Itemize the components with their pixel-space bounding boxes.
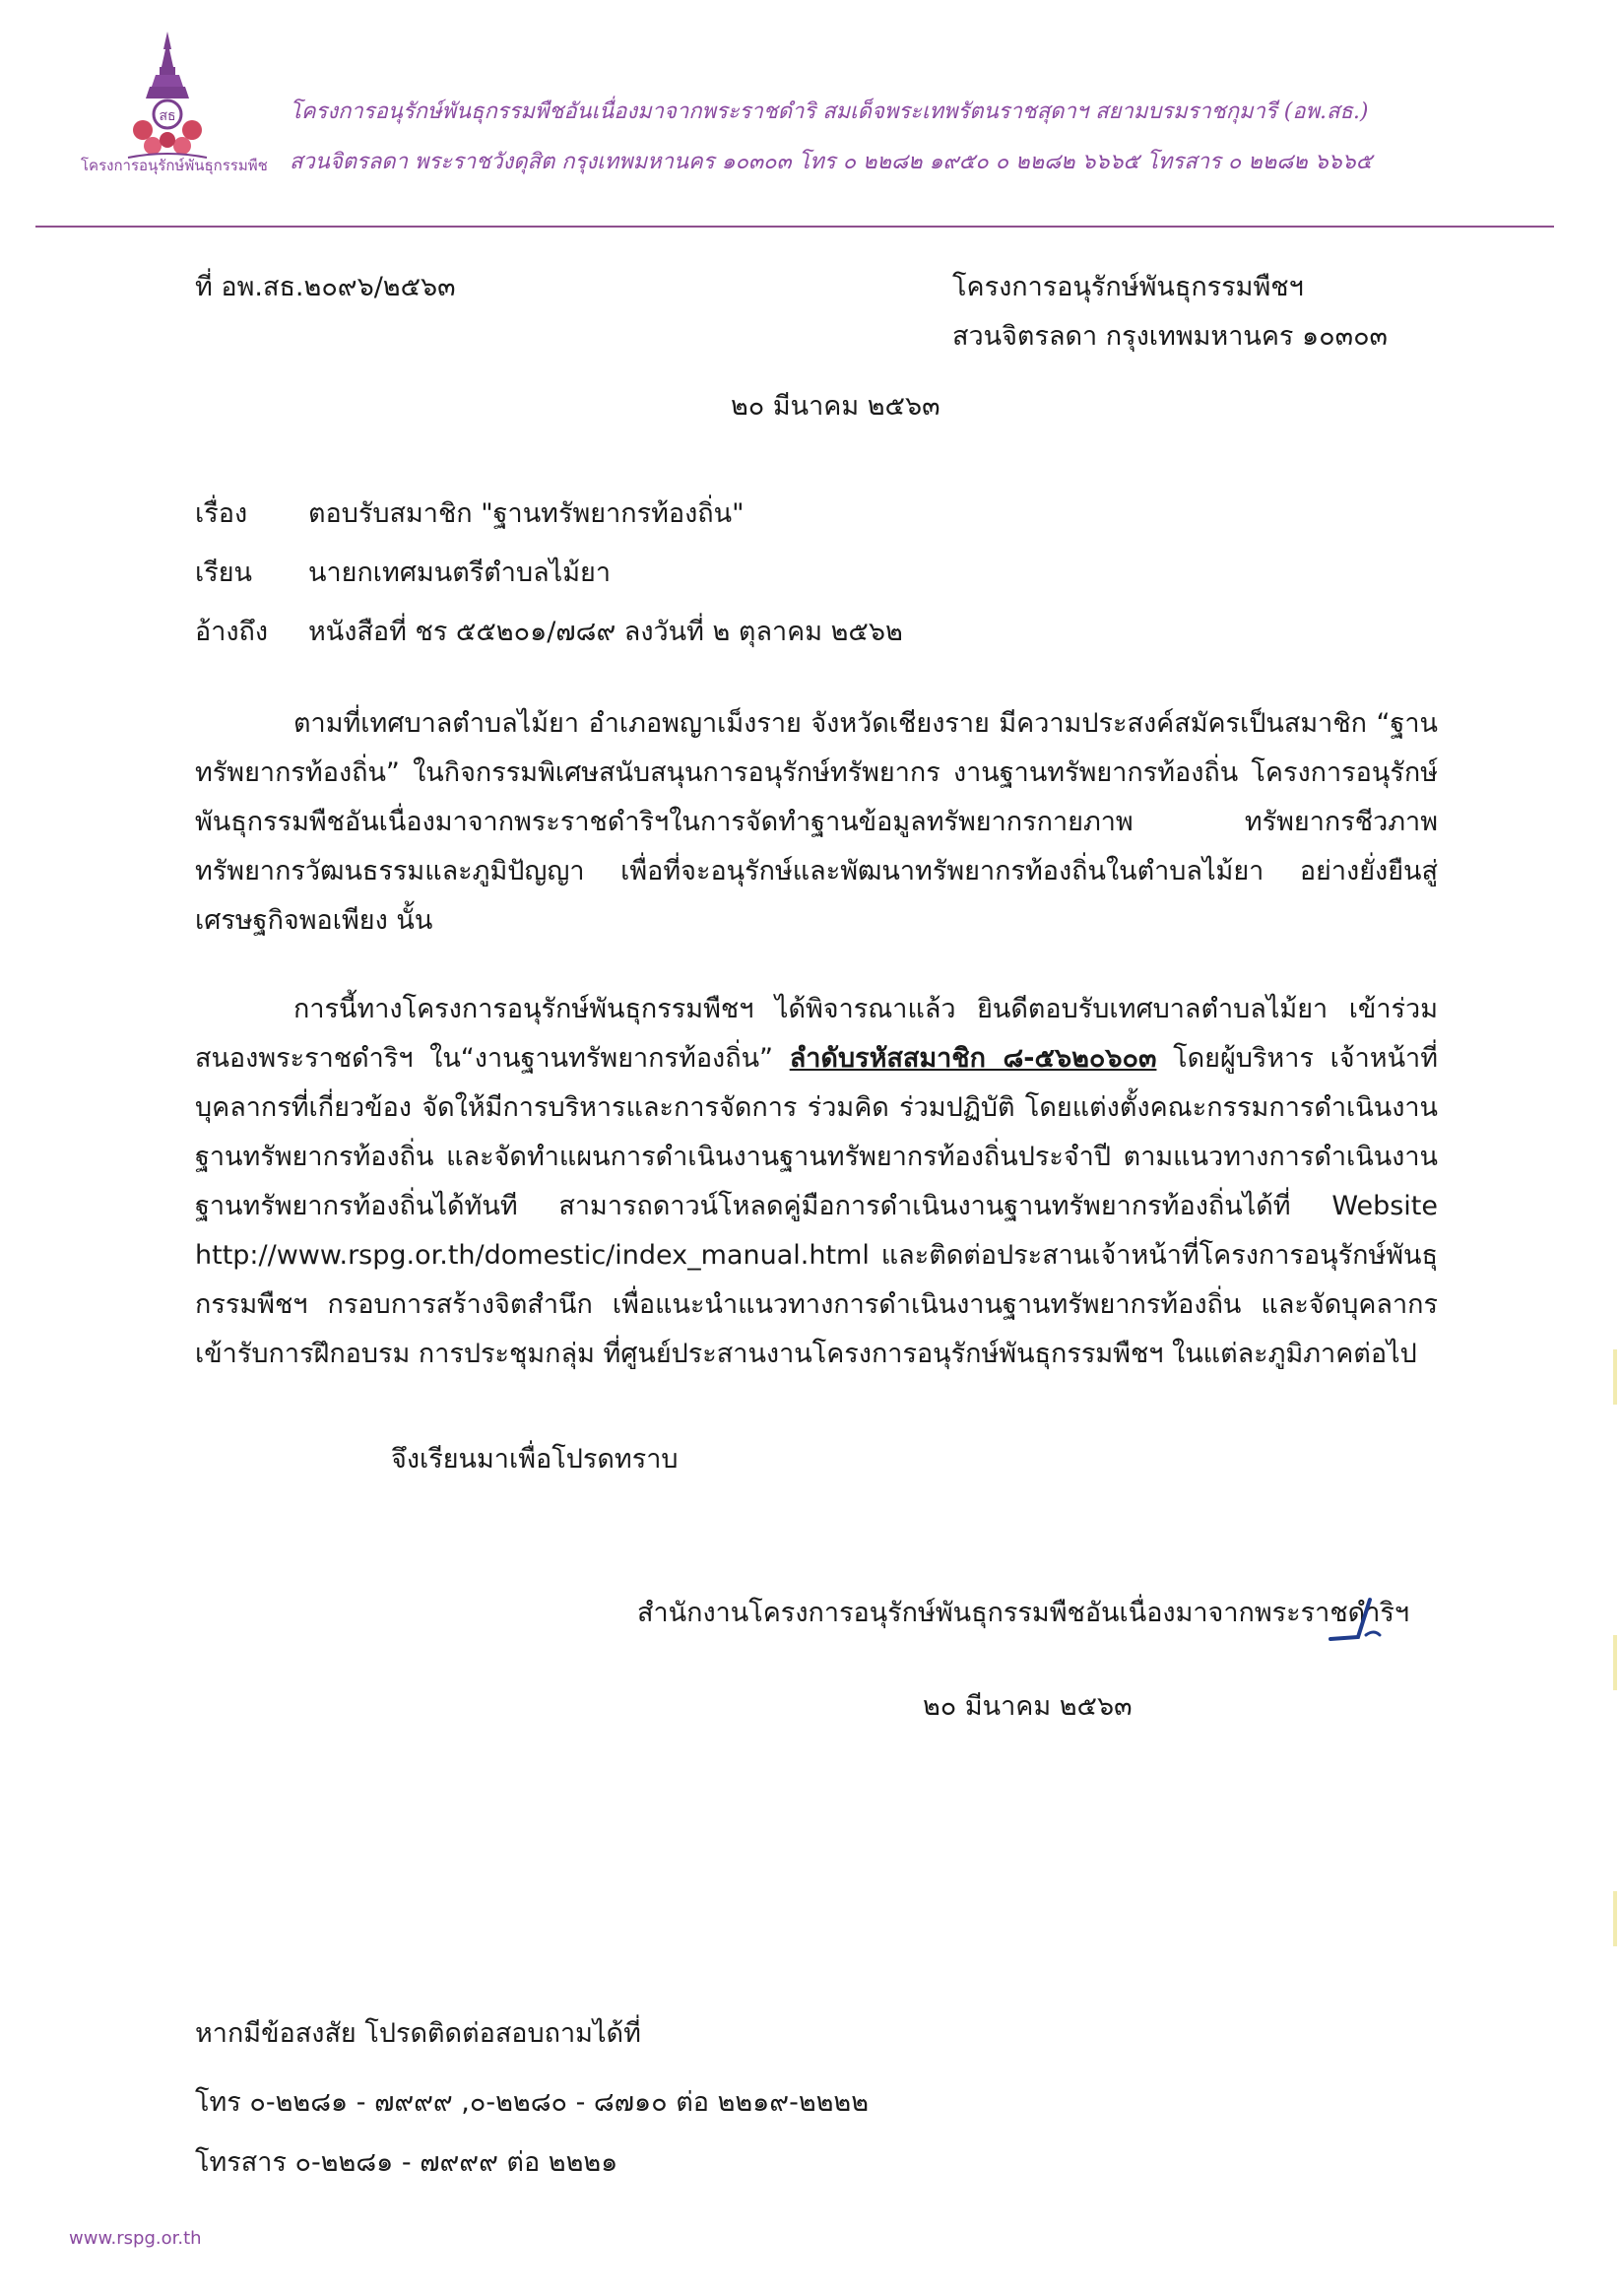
letterhead-line-1: โครงการอนุรักษ์พันธุกรรมพืชอันเนื่องมาจากพระราชดำริ สมเด็จพระเทพรัตนราชสุดาฯ สยามบรมราชกุมารี (อพ.สธ.) bbox=[290, 99, 1369, 124]
paragraph-2-intro: การนี้ทางโครงการอนุรักษ์พันธุกรรมพืชฯ ได้พิจารณาแล้ว ยินดีตอบรับเทศบาลตำบลไม้ยา เข้าร่วมสนองพระราชดำริฯ ใน“งานฐานทรัพยากรท้องถิ่น” bbox=[195, 994, 1438, 1074]
scan-edge-mark bbox=[1613, 1891, 1617, 1946]
contact-phone: โทร ๐-๒๒๘๑ - ๗๙๙๙ ,๐-๒๒๘๐ - ๘๗๑๐ ต่อ ๒๒๑๙-๒๒๒๒ bbox=[195, 2087, 870, 2118]
reference-document: หนังสือที่ ชร ๕๕๒๐๑/๗๘๙ ลงวันที่ ๒ ตุลาคม ๒๕๖๒ bbox=[308, 617, 903, 647]
svg-text:สธ: สธ bbox=[159, 108, 176, 124]
recipient-label: เรียน bbox=[195, 558, 253, 588]
signature-office: สำนักงานโครงการอนุรักษ์พันธุกรรมพืชอันเนื่องมาจากพระราชดำริฯ bbox=[637, 1598, 1410, 1628]
contact-fax: โทรสาร ๐-๒๒๘๑ - ๗๙๙๙ ต่อ ๒๒๒๑ bbox=[195, 2147, 618, 2178]
contact-intro: หากมีข้อสงสัย โปรดติดต่อสอบถามได้ที่ bbox=[195, 2018, 641, 2049]
letter-date: ๒๐ มีนาคม ๒๕๖๓ bbox=[731, 391, 940, 422]
body-paragraph-1: ตามที่เทศบาลตำบลไม้ยา อำเภอพญาเม็งราย จังหวัดเชียงราย มีความประสงค์สมัครเป็นสมาชิก “ฐานทรัพยากรท้องถิ่น” ในกิจกรรมพิเศษสนับสนุนการอนุรักษ์ทรัพยากร งานฐานทรัพยากรท้องถิ่น โครงการอนุรักษ์พันธุกรรมพืชอันเนื่องมาจากพระราชดำริฯในการจัดทำฐานข้อมูลทรัพยากรกายภาพ ทรัพยากรชีวภาพ ทรัพยากรวัฒนธรรมและภูมิปัญญา เพื่อที่จะอนุรักษ์และพัฒนาทรัพยากรท้องถิ่นในตำบลไม้ยา อย่างยั่งยืนสู่เศรษฐกิจพอเพียง นั้น bbox=[195, 708, 1438, 936]
sender-address: สวนจิตรลดา กรุงเทพมหานคร ๑๐๓๐๓ bbox=[952, 321, 1389, 352]
reference-label: อ้างถึง bbox=[195, 617, 269, 647]
paragraph-2-details: โดยผู้บริหาร เจ้าหน้าที่ บุคลากรที่เกี่ยวข้อง จัดให้มีการบริหารและการจัดการ ร่วมคิด ร่วมปฏิบัติ โดยแต่งตั้งคณะกรรมการดำเนินงานฐานทรัพยากรท้องถิ่น และจัดทำแผนการดำเนินงานฐานทรัพยากรท้องถิ่นประจำปี ตามแนวทางการดำเนินงานฐานทรัพยากรท้องถิ่นได้ทันที สามารถดาวน์โหลดคู่มือการดำเนินงานฐานทรัพยากรท้องถิ่นได้ที่ Website http://www.rspg.or.th/domestic/index_manual.html และติดต่อประสานเจ้าหน้าที่โครงการอนุรักษ์พันธุกรรมพืชฯ กรอบการสร้างจิตสำนึก เพื่อแนะนำแนวทางการดำเนินงานฐานทรัพยากรท้องถิ่น และจัดบุคลากรเข้ารับการฝึกอบรม การประชุมกลุ่ม ที่ศูนย์ประสานงานโครงการอนุรักษ์พันธุกรรมพืชฯ ในแต่ละภูมิภาคต่อไป bbox=[195, 1043, 1438, 1369]
signature-date: ๒๐ มีนาคม ๒๕๖๓ bbox=[923, 1691, 1133, 1722]
footer-website[interactable]: www.rspg.or.th bbox=[69, 2228, 202, 2249]
scan-edge-mark bbox=[1613, 1635, 1617, 1690]
emblem-caption: โครงการอนุรักษ์พันธุกรรมพืช bbox=[81, 157, 268, 174]
reference-number: ที่ อพ.สธ.๒๐๙๖/๒๕๖๓ bbox=[195, 272, 456, 302]
sender-name: โครงการอนุรักษ์พันธุกรรมพืชฯ bbox=[952, 272, 1304, 302]
signature-mark bbox=[1325, 1596, 1403, 1655]
closing-line: จึงเรียนมาเพื่อโปรดทราบ bbox=[391, 1444, 679, 1475]
subject: ตอบรับสมาชิก "ฐานทรัพยากรท้องถิ่น" bbox=[308, 498, 745, 529]
header-divider bbox=[35, 226, 1554, 228]
recipient: นายกเทศมนตรีตำบลไม้ยา bbox=[308, 558, 611, 588]
scan-edge-mark bbox=[1613, 1349, 1617, 1405]
member-code: ลำดับรหัสสมาชิก ๘-๕๖๒๐๖๐๓ bbox=[789, 1043, 1157, 1074]
signature-scribble bbox=[1325, 1596, 1403, 1655]
letterhead-line-2: สวนจิตรลดา พระราชวังดุสิต กรุงเทพมหานคร ๑๐๓๐๓ โทร ๐ ๒๒๘๒ ๑๙๕๐ ๐ ๒๒๘๒ ๖๖๖๕ โทรสาร ๐ ๒๒๘๒ ๖๖๖๕ bbox=[290, 150, 1373, 174]
subject-label: เรื่อง bbox=[195, 498, 248, 529]
body-paragraph-2 bbox=[195, 985, 1438, 1379]
